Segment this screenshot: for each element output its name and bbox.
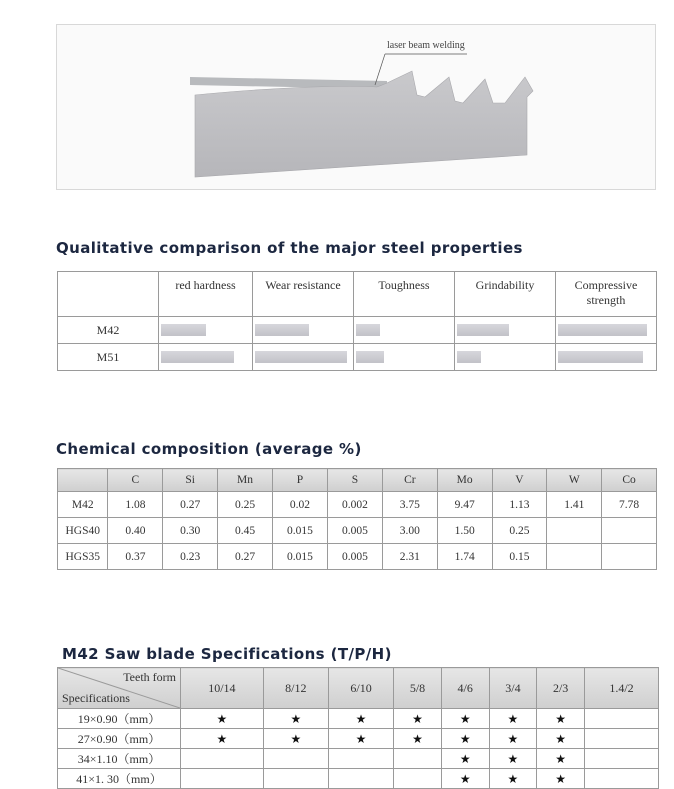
rating-cell <box>159 344 253 371</box>
table-cell <box>602 544 657 570</box>
table-row <box>58 518 657 544</box>
table-header-row <box>58 272 657 317</box>
table-cell: 0.45 <box>218 518 273 544</box>
star-icon: ★ <box>181 729 264 749</box>
row-label: M51 <box>58 344 159 371</box>
rating-bar <box>161 351 234 363</box>
rating-bar <box>457 324 509 336</box>
header-compressive-strength: Compressive strength <box>556 272 657 317</box>
header-toughness: Toughness <box>354 272 455 317</box>
table-cell <box>328 769 393 789</box>
star-icon: ★ <box>441 729 489 749</box>
table-cell: 0.02 <box>272 492 327 518</box>
table-row <box>58 709 659 729</box>
table-cell: 0.37 <box>108 544 163 570</box>
table-cell <box>547 544 602 570</box>
table-cell <box>263 749 328 769</box>
header-cell: C <box>108 469 163 492</box>
table-cell: 0.25 <box>218 492 273 518</box>
header-cell: 2/3 <box>537 668 585 709</box>
rating-bar <box>457 351 481 363</box>
section-title-properties: Qualitative comparison of the major steel properties <box>56 239 523 257</box>
table-cell <box>547 518 602 544</box>
star-icon: ★ <box>394 709 442 729</box>
table-cell <box>584 729 658 749</box>
star-icon: ★ <box>441 709 489 729</box>
row-label: M42 <box>58 492 108 518</box>
header-cell: 8/12 <box>263 668 328 709</box>
table-cell <box>181 769 264 789</box>
star-icon: ★ <box>328 709 393 729</box>
header-red-hardness: red hardness <box>159 272 253 317</box>
table-cell <box>263 769 328 789</box>
row-label: 41×1. 30（mm） <box>58 769 181 789</box>
header-grindability: Grindability <box>455 272 556 317</box>
table-row <box>58 769 659 789</box>
star-icon: ★ <box>489 709 537 729</box>
rating-cell <box>253 344 354 371</box>
header-cell: P <box>272 469 327 492</box>
header-cell <box>58 469 108 492</box>
saw-blade-illustration <box>57 25 657 191</box>
table-header-row <box>58 668 659 709</box>
table-cell <box>584 709 658 729</box>
star-icon: ★ <box>537 709 585 729</box>
header-cell: 6/10 <box>328 668 393 709</box>
star-icon: ★ <box>537 749 585 769</box>
section-title-composition: Chemical composition (average %) <box>56 440 362 458</box>
table-cell: 3.00 <box>382 518 437 544</box>
rating-cell <box>455 344 556 371</box>
corner-cell <box>58 668 181 709</box>
callout-line <box>375 54 385 85</box>
header-cell: S <box>327 469 382 492</box>
rating-bar <box>558 324 647 336</box>
rating-bar <box>255 324 309 336</box>
table-cell: 0.27 <box>163 492 218 518</box>
table-cell: 1.41 <box>547 492 602 518</box>
properties-table <box>57 271 657 371</box>
table-cell <box>584 749 658 769</box>
table-cell <box>181 749 264 769</box>
rating-cell <box>253 317 354 344</box>
table-cell: 0.40 <box>108 518 163 544</box>
callout-label: laser beam welding <box>387 40 465 51</box>
header-cell: Si <box>163 469 218 492</box>
row-label: M42 <box>58 317 159 344</box>
rating-cell <box>455 317 556 344</box>
header-cell: 3/4 <box>489 668 537 709</box>
star-icon: ★ <box>181 709 264 729</box>
star-icon: ★ <box>263 709 328 729</box>
star-icon: ★ <box>263 729 328 749</box>
header-cell: Co <box>602 469 657 492</box>
table-cell: 0.005 <box>327 544 382 570</box>
table-cell: 1.13 <box>492 492 547 518</box>
table-header-row <box>58 469 657 492</box>
star-icon: ★ <box>394 729 442 749</box>
header-cell: W <box>547 469 602 492</box>
rating-bar <box>356 324 380 336</box>
header-cell: V <box>492 469 547 492</box>
rating-bar <box>161 324 206 336</box>
rating-bar <box>255 351 347 363</box>
star-icon: ★ <box>489 729 537 749</box>
row-label: 27×0.90（mm） <box>58 729 181 749</box>
corner-top-label: Teeth form <box>123 670 176 684</box>
star-icon: ★ <box>537 769 585 789</box>
table-cell <box>602 518 657 544</box>
rating-cell <box>354 344 455 371</box>
header-cell: 10/14 <box>181 668 264 709</box>
star-icon: ★ <box>489 749 537 769</box>
table-row <box>58 544 657 570</box>
star-icon: ★ <box>328 729 393 749</box>
table-cell: 0.30 <box>163 518 218 544</box>
header-cell: 5/8 <box>394 668 442 709</box>
table-cell <box>394 769 442 789</box>
corner-cell <box>58 272 159 317</box>
table-cell: 0.15 <box>492 544 547 570</box>
table-row <box>58 729 659 749</box>
saw-blade-figure <box>56 24 656 190</box>
table-row <box>58 317 657 344</box>
table-cell: 0.23 <box>163 544 218 570</box>
composition-table <box>57 468 657 570</box>
header-cell: 4/6 <box>441 668 489 709</box>
table-cell: 1.74 <box>437 544 492 570</box>
table-cell <box>584 769 658 789</box>
table-cell: 0.25 <box>492 518 547 544</box>
star-icon: ★ <box>441 749 489 769</box>
table-cell: 0.002 <box>327 492 382 518</box>
table-cell <box>394 749 442 769</box>
star-icon: ★ <box>537 729 585 749</box>
header-wear-resistance: Wear resistance <box>253 272 354 317</box>
corner-bottom-label: Specifications <box>62 691 130 705</box>
table-cell: 0.015 <box>272 544 327 570</box>
table-cell: 3.75 <box>382 492 437 518</box>
rating-bar <box>356 351 384 363</box>
header-cell: Mn <box>218 469 273 492</box>
header-cell: Mo <box>437 469 492 492</box>
row-label: 19×0.90（mm） <box>58 709 181 729</box>
specifications-table <box>57 667 659 789</box>
section-title-specifications: M42 Saw blade Specifications (T/P/H) <box>62 645 392 663</box>
table-cell: 1.50 <box>437 518 492 544</box>
row-label: 34×1.10（mm） <box>58 749 181 769</box>
table-row <box>58 749 659 769</box>
row-label: HGS40 <box>58 518 108 544</box>
table-cell: 1.08 <box>108 492 163 518</box>
rating-cell <box>556 344 657 371</box>
star-icon: ★ <box>489 769 537 789</box>
rating-cell <box>556 317 657 344</box>
table-cell: 2.31 <box>382 544 437 570</box>
rating-cell <box>159 317 253 344</box>
table-cell: 0.005 <box>327 518 382 544</box>
table-cell: 7.78 <box>602 492 657 518</box>
row-label: HGS35 <box>58 544 108 570</box>
table-row <box>58 492 657 518</box>
star-icon: ★ <box>441 769 489 789</box>
rating-bar <box>558 351 643 363</box>
blade-body <box>195 71 533 177</box>
rating-cell <box>354 317 455 344</box>
table-cell: 0.015 <box>272 518 327 544</box>
table-cell: 0.27 <box>218 544 273 570</box>
table-row <box>58 344 657 371</box>
header-cell: 1.4/2 <box>584 668 658 709</box>
header-cell: Cr <box>382 469 437 492</box>
table-cell <box>328 749 393 769</box>
table-cell: 9.47 <box>437 492 492 518</box>
